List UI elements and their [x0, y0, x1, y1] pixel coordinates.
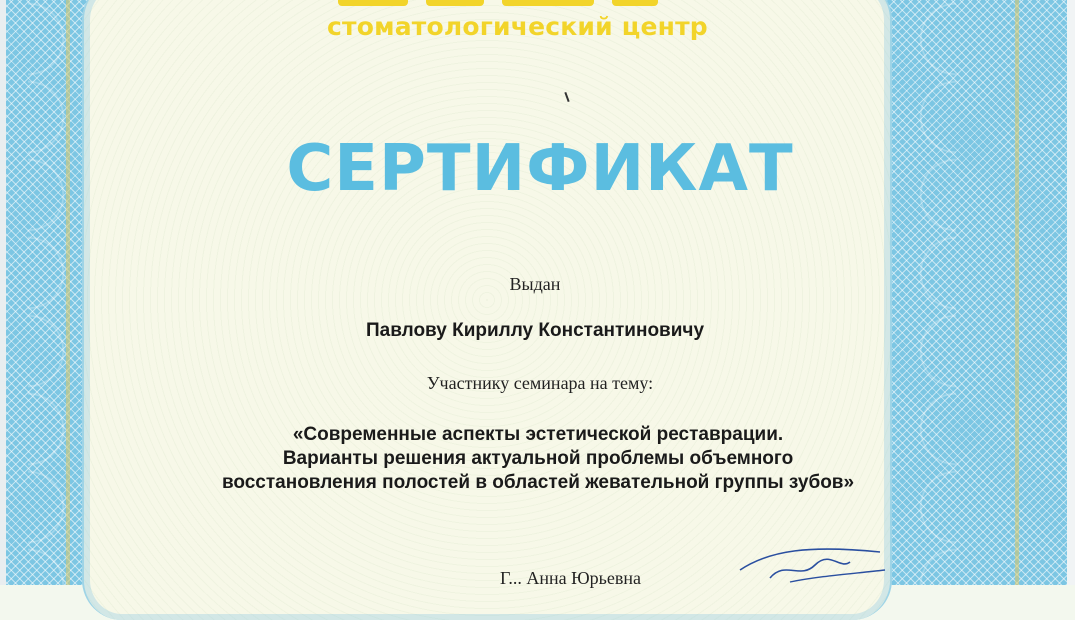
- scan-edge-left: [0, 0, 6, 585]
- border-ornament-right: [896, 0, 956, 585]
- handwritten-signature: [730, 540, 890, 585]
- seminar-topic: [168, 423, 908, 495]
- issued-label: Выдан: [509, 274, 561, 294]
- signer-name: Г... Анна Юрьевна: [500, 568, 641, 588]
- certificate-title: СЕРТИФИКАТ: [286, 132, 794, 206]
- topic-line: «Современные аспекты эстетической реставрации.: [292, 424, 784, 445]
- topic-line: восстановления полостей в областей жевательной группы зубов»: [221, 472, 855, 493]
- topic-line: Варианты решения актуальной проблемы объемного: [282, 448, 794, 469]
- border-ornament-left: [28, 0, 88, 585]
- participant-label: Участнику семинара на тему:: [426, 373, 654, 393]
- scan-edge-right: [1067, 0, 1075, 585]
- gold-line-right: [1015, 0, 1019, 585]
- certificate-paper: [82, 0, 892, 620]
- gold-line-left: [66, 0, 70, 585]
- recipient-name: Павлову Кириллу Константиновичу: [365, 320, 705, 341]
- logo-subtitle: стоматологический центр: [327, 12, 708, 41]
- clinic-logo-icon: [338, 0, 698, 6]
